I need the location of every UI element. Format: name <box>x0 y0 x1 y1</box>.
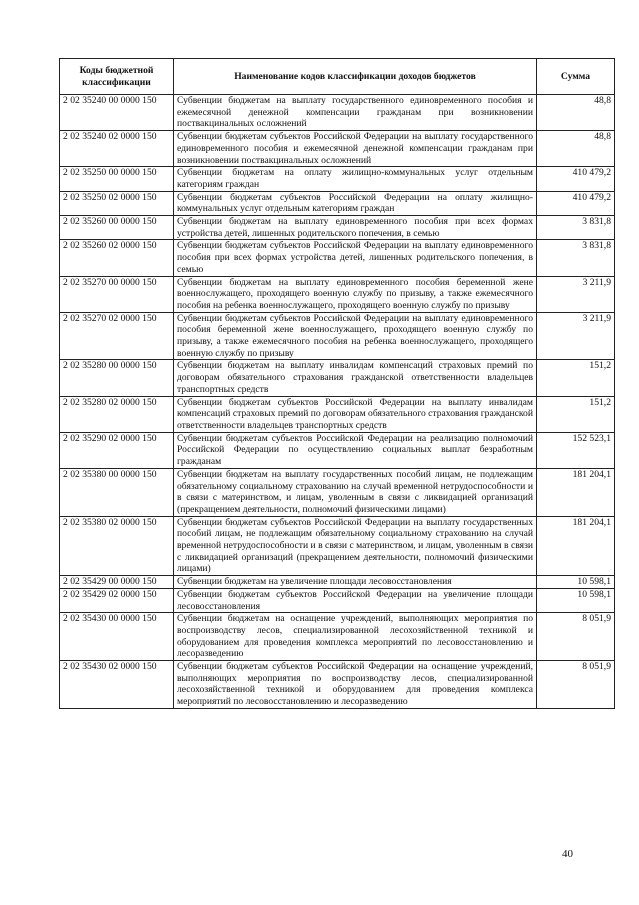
table-row <box>60 312 615 360</box>
row-name: Субвенции бюджетам на выплату инвалидам компенсаций страховых премий по договорам обязательного страхования гражданской ответственности владельцев транспортных средств <box>174 360 537 396</box>
row-name: Субвенции бюджетам субъектов Российской Федерации на реализацию полномочий Российской Федерации по осуществлению социальных выплат безработным гражданам <box>174 432 537 468</box>
row-name: Субвенции бюджетам субъектов Российской Федерации на выплату единовременного пособия при всех формах устройства детей, лишенных родительского попечения, в семью <box>174 240 537 276</box>
row-sum: 3 831,8 <box>537 216 615 240</box>
table-row <box>60 468 615 516</box>
table-row <box>60 396 615 432</box>
row-code: 2 02 35270 02 0000 150 <box>60 312 174 360</box>
row-sum: 48,8 <box>537 95 615 131</box>
row-sum: 8 051,9 <box>537 613 615 661</box>
table-row <box>60 661 615 709</box>
table-row <box>60 276 615 312</box>
header-name: Наименование кодов классификации доходов бюджетов <box>174 59 537 95</box>
budget-revenue-table <box>59 58 615 709</box>
row-sum: 3 211,9 <box>537 312 615 360</box>
row-code: 2 02 35290 02 0000 150 <box>60 432 174 468</box>
row-code: 2 02 35429 00 0000 150 <box>60 576 174 589</box>
row-sum: 410 479,2 <box>537 167 615 191</box>
row-name: Субвенции бюджетам субъектов Российской Федерации на выплату единовременного пособия беременной жене военнослужащего, проходящего военную службу по призыву, а также ежемесячного пособия на ребенка военнослужащего, проходящего военную службу по призыву <box>174 312 537 360</box>
table-row <box>60 191 615 215</box>
row-name: Субвенции бюджетам субъектов Российской Федерации на выплату инвалидам компенсаций страховых премий по договорам обязательного страхования гражданской ответственности владельцев транспортных средств <box>174 396 537 432</box>
row-sum: 48,8 <box>537 131 615 167</box>
table-body <box>60 95 615 709</box>
row-name: Субвенции бюджетам субъектов Российской Федерации на выплату государственных пособий лицам, не подлежащим обязательному социальному страхованию на случай временной нетрудоспособности и в связи с материнством, и лицам, уволенным в связи с ликвидацией организаций (прекращением деятельности, полномочий физическими лицами) <box>174 516 537 576</box>
table-row <box>60 95 615 131</box>
row-sum: 152 523,1 <box>537 432 615 468</box>
table-row <box>60 216 615 240</box>
row-name: Субвенции бюджетам субъектов Российской Федерации на увеличение площади лесовосстановления <box>174 588 537 612</box>
table-row <box>60 240 615 276</box>
row-code: 2 02 35250 00 0000 150 <box>60 167 174 191</box>
row-code: 2 02 35380 02 0000 150 <box>60 516 174 576</box>
table-header-row <box>60 59 615 95</box>
row-name: Субвенции бюджетам на выплату государственного единовременного пособия и ежемесячной денежной компенсации гражданам при возникновении поствакцинальных осложнений <box>174 95 537 131</box>
page-number: 40 <box>562 848 573 860</box>
table-row <box>60 516 615 576</box>
row-sum: 3 211,9 <box>537 276 615 312</box>
row-sum: 8 051,9 <box>537 661 615 709</box>
row-sum: 181 204,1 <box>537 516 615 576</box>
header-codes: Коды бюджетной классификации <box>60 59 174 95</box>
row-code: 2 02 35380 00 0000 150 <box>60 468 174 516</box>
row-code: 2 02 35260 02 0000 150 <box>60 240 174 276</box>
table-row <box>60 131 615 167</box>
row-code: 2 02 35270 00 0000 150 <box>60 276 174 312</box>
row-name: Субвенции бюджетам на увеличение площади лесовосстановления <box>174 576 537 589</box>
row-sum: 151,2 <box>537 360 615 396</box>
row-sum: 10 598,1 <box>537 588 615 612</box>
row-code: 2 02 35280 00 0000 150 <box>60 360 174 396</box>
row-name: Субвенции бюджетам на выплату единовременного пособия при всех формах устройства детей, лишенных родительского попечения, в семью <box>174 216 537 240</box>
table-row <box>60 613 615 661</box>
table-row <box>60 576 615 589</box>
table-row <box>60 360 615 396</box>
row-name: Субвенции бюджетам субъектов Российской Федерации на оснащение учреждений, выполняющих мероприятия по воспроизводству лесов, специализированной лесохозяйственной техникой и оборудованием для проведения комплекса мероприятий по лесовосстановлению и лесоразведению <box>174 661 537 709</box>
row-name: Субвенции бюджетам на оплату жилищно-коммунальных услуг отдельным категориям граждан <box>174 167 537 191</box>
row-sum: 410 479,2 <box>537 191 615 215</box>
row-code: 2 02 35430 02 0000 150 <box>60 661 174 709</box>
row-name: Субвенции бюджетам на выплату единовременного пособия беременной жене военнослужащего, проходящего военную службу по призыву, а также ежемесячного пособия на ребенка военнослужащего, проходящего военную службу по призыву <box>174 276 537 312</box>
row-code: 2 02 35430 00 0000 150 <box>60 613 174 661</box>
table-row <box>60 167 615 191</box>
row-code: 2 02 35260 00 0000 150 <box>60 216 174 240</box>
row-sum: 181 204,1 <box>537 468 615 516</box>
row-code: 2 02 35429 02 0000 150 <box>60 588 174 612</box>
table-row <box>60 432 615 468</box>
row-name: Субвенции бюджетам на оснащение учреждений, выполняющих мероприятия по воспроизводству лесов, специализированной лесохозяйственной техникой и оборудованием для проведения комплекса мероприятий по лесовосстановлению и лесоразведению <box>174 613 537 661</box>
row-code: 2 02 35240 02 0000 150 <box>60 131 174 167</box>
row-name: Субвенции бюджетам субъектов Российской Федерации на оплату жилищно-коммунальных услуг отдельным категориям граждан <box>174 191 537 215</box>
row-name: Субвенции бюджетам на выплату государственных пособий лицам, не подлежащим обязательному социальному страхованию на случай временной нетрудоспособности и в связи с материнством, и лицам, уволенным в связи с ликвидацией организаций (прекращением деятельности, полномочий физическими лицами) <box>174 468 537 516</box>
row-code: 2 02 35280 02 0000 150 <box>60 396 174 432</box>
row-name: Субвенции бюджетам субъектов Российской Федерации на выплату государственного единовременного пособия и ежемесячной денежной компенсации гражданам при возникновении поствакцинальных осложнений <box>174 131 537 167</box>
row-code: 2 02 35250 02 0000 150 <box>60 191 174 215</box>
row-code: 2 02 35240 00 0000 150 <box>60 95 174 131</box>
row-sum: 151,2 <box>537 396 615 432</box>
table-row <box>60 588 615 612</box>
row-sum: 3 831,8 <box>537 240 615 276</box>
header-sum: Сумма <box>537 59 615 95</box>
row-sum: 10 598,1 <box>537 576 615 589</box>
